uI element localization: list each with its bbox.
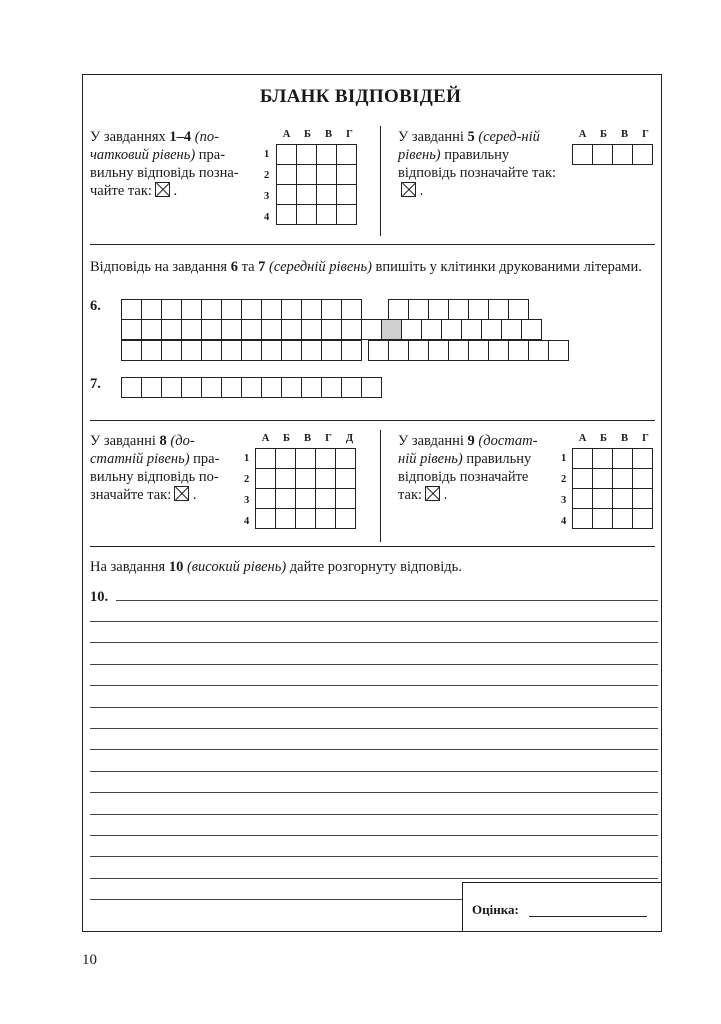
- instr-task-7: 7: [258, 259, 266, 275]
- letter-b: Б: [600, 129, 607, 140]
- instr-text: У завданні: [398, 433, 468, 449]
- row-num: 3: [264, 191, 270, 202]
- instr-text: На завдання: [90, 559, 169, 575]
- instr-and: та: [237, 259, 259, 275]
- answer-line[interactable]: [90, 728, 658, 729]
- divider-vertical: [380, 126, 381, 236]
- instr-level: (по-чатковий рівень): [90, 129, 219, 163]
- section-divider: [90, 546, 655, 547]
- task-10-label: 10.: [90, 589, 109, 605]
- task-6-row-3a[interactable]: [121, 340, 362, 361]
- grid-8-letters: [255, 433, 360, 444]
- row-num: 1: [244, 453, 250, 464]
- grid-1-4-letters: [276, 129, 360, 140]
- letter-h: Г: [325, 433, 332, 444]
- grid-8-rownums: [244, 448, 249, 532]
- grid-5-letters: [572, 129, 656, 140]
- row-num: 2: [264, 170, 270, 181]
- instr-task-num: 10: [168, 559, 184, 575]
- grade-box: [462, 882, 662, 932]
- letter-v: В: [324, 129, 332, 140]
- letter-b: Б: [283, 433, 290, 444]
- cross-mark-icon: [174, 486, 189, 501]
- answer-line[interactable]: [90, 878, 658, 879]
- task-7-row[interactable]: [121, 377, 382, 398]
- task-10-instructions: [90, 558, 462, 576]
- task-5-instructions: У завданні 5 (серед-ній рівень) правильну відповідь позначайте так: .: [398, 129, 557, 199]
- section-divider: [90, 244, 655, 245]
- letter-b: Б: [600, 433, 607, 444]
- row-num: 4: [561, 516, 567, 527]
- answer-line[interactable]: [90, 856, 658, 857]
- instr-text: У завданні: [90, 433, 160, 449]
- cross-mark-icon: [401, 182, 416, 197]
- answer-line[interactable]: [90, 685, 658, 686]
- task-6-row-3b[interactable]: [368, 340, 569, 361]
- instr-level: (високий рівень): [183, 559, 290, 575]
- answer-line[interactable]: [90, 771, 658, 772]
- grid-9-letters: [572, 433, 656, 444]
- instr-text-end: дайте розгорнуту відповідь.: [289, 559, 462, 575]
- row-num: 2: [561, 474, 567, 485]
- task-1-4-instructions: У завданнях 1–4 (по-чатковий рівень) пра-вильну відповідь позна-чайте так: .: [90, 129, 239, 199]
- row-num: 1: [561, 453, 567, 464]
- answer-line[interactable]: [90, 621, 658, 622]
- answer-line[interactable]: [90, 707, 658, 708]
- section-divider: [90, 420, 655, 421]
- answer-grid-5[interactable]: [572, 144, 653, 165]
- instr-text-end: правильну відповідь позначайте так:: [398, 451, 532, 503]
- page-title: БЛАНК ВІДПОВІДЕЙ: [259, 86, 462, 107]
- instr-task-nums: 1–4: [169, 129, 192, 145]
- answer-grid-1-4[interactable]: [276, 144, 357, 225]
- instr-text-end: впишіть у клітинки друкованими літерами.: [375, 259, 642, 275]
- task-6-7-instructions: [90, 258, 658, 276]
- task-8-instructions: У завданні 8 (до-статній рівень) пра-вильну відповідь по-значайте так: .: [90, 433, 220, 503]
- page-number: 10: [82, 952, 97, 968]
- answer-line[interactable]: [90, 792, 658, 793]
- letter-v: В: [303, 433, 311, 444]
- instr-text-end: пра-вильну відповідь по-значайте так:: [90, 451, 220, 503]
- letter-v: В: [620, 129, 628, 140]
- letter-h: Г: [642, 129, 649, 140]
- letter-v: В: [620, 433, 628, 444]
- answer-line[interactable]: [90, 642, 658, 643]
- instr-level: (серед-ній рівень): [398, 129, 540, 163]
- cross-mark-icon: [155, 182, 170, 197]
- instr-level: (до-статній рівень): [90, 433, 195, 467]
- row-num: 3: [244, 495, 250, 506]
- instr-task-num: 5: [467, 129, 475, 145]
- letter-b: Б: [304, 129, 311, 140]
- grade-line[interactable]: [529, 916, 647, 917]
- instr-text: Відповідь на завдання: [90, 259, 231, 275]
- divider-vertical: [380, 430, 381, 542]
- task-6-row-2[interactable]: [121, 319, 542, 340]
- letter-a: А: [578, 129, 587, 140]
- row-num: 1: [264, 149, 270, 160]
- task-6-row-1b[interactable]: [388, 299, 529, 320]
- instr-text-end: пра-вильну відповідь позна-чайте так:: [90, 147, 239, 199]
- grid-9-rownums: [561, 448, 566, 532]
- row-num: 4: [264, 212, 270, 223]
- task-7-label: 7.: [90, 376, 101, 392]
- row-num: 2: [244, 474, 250, 485]
- task-6-label: 6.: [90, 298, 101, 314]
- task-6-row-1a[interactable]: [121, 299, 362, 320]
- instr-task-num: 9: [467, 433, 475, 449]
- answer-line[interactable]: [90, 814, 658, 815]
- answer-line[interactable]: [90, 835, 658, 836]
- instr-text: У завданнях: [90, 129, 170, 145]
- instr-level: (достат-ній рівень): [398, 433, 538, 467]
- letter-h: Г: [346, 129, 353, 140]
- letter-a: А: [282, 129, 291, 140]
- letter-h: Г: [642, 433, 649, 444]
- grade-label: Оцінка:: [472, 902, 519, 917]
- letter-a: А: [578, 433, 587, 444]
- row-num: 3: [561, 495, 567, 506]
- answer-grid-8[interactable]: [255, 448, 356, 529]
- instr-task-num: 8: [159, 433, 167, 449]
- row-num: 4: [244, 516, 250, 527]
- instr-text: У завданні: [398, 129, 468, 145]
- cross-mark-icon: [425, 486, 440, 501]
- task-9-instructions: У завданні 9 (достат-ній рівень) правильну відповідь позначайте так: .: [398, 433, 538, 503]
- answer-line[interactable]: [116, 600, 658, 601]
- instr-level: (середній рівень): [265, 259, 376, 275]
- letter-d: Д: [345, 433, 354, 444]
- grid-1-4-rownums: [264, 144, 269, 228]
- instr-text-end: правильну відповідь позначайте так:: [398, 147, 557, 181]
- answer-grid-9[interactable]: [572, 448, 653, 529]
- answer-line[interactable]: [90, 664, 658, 665]
- answer-line[interactable]: [90, 749, 658, 750]
- instr-task-6: 6: [230, 259, 238, 275]
- letter-a: А: [261, 433, 270, 444]
